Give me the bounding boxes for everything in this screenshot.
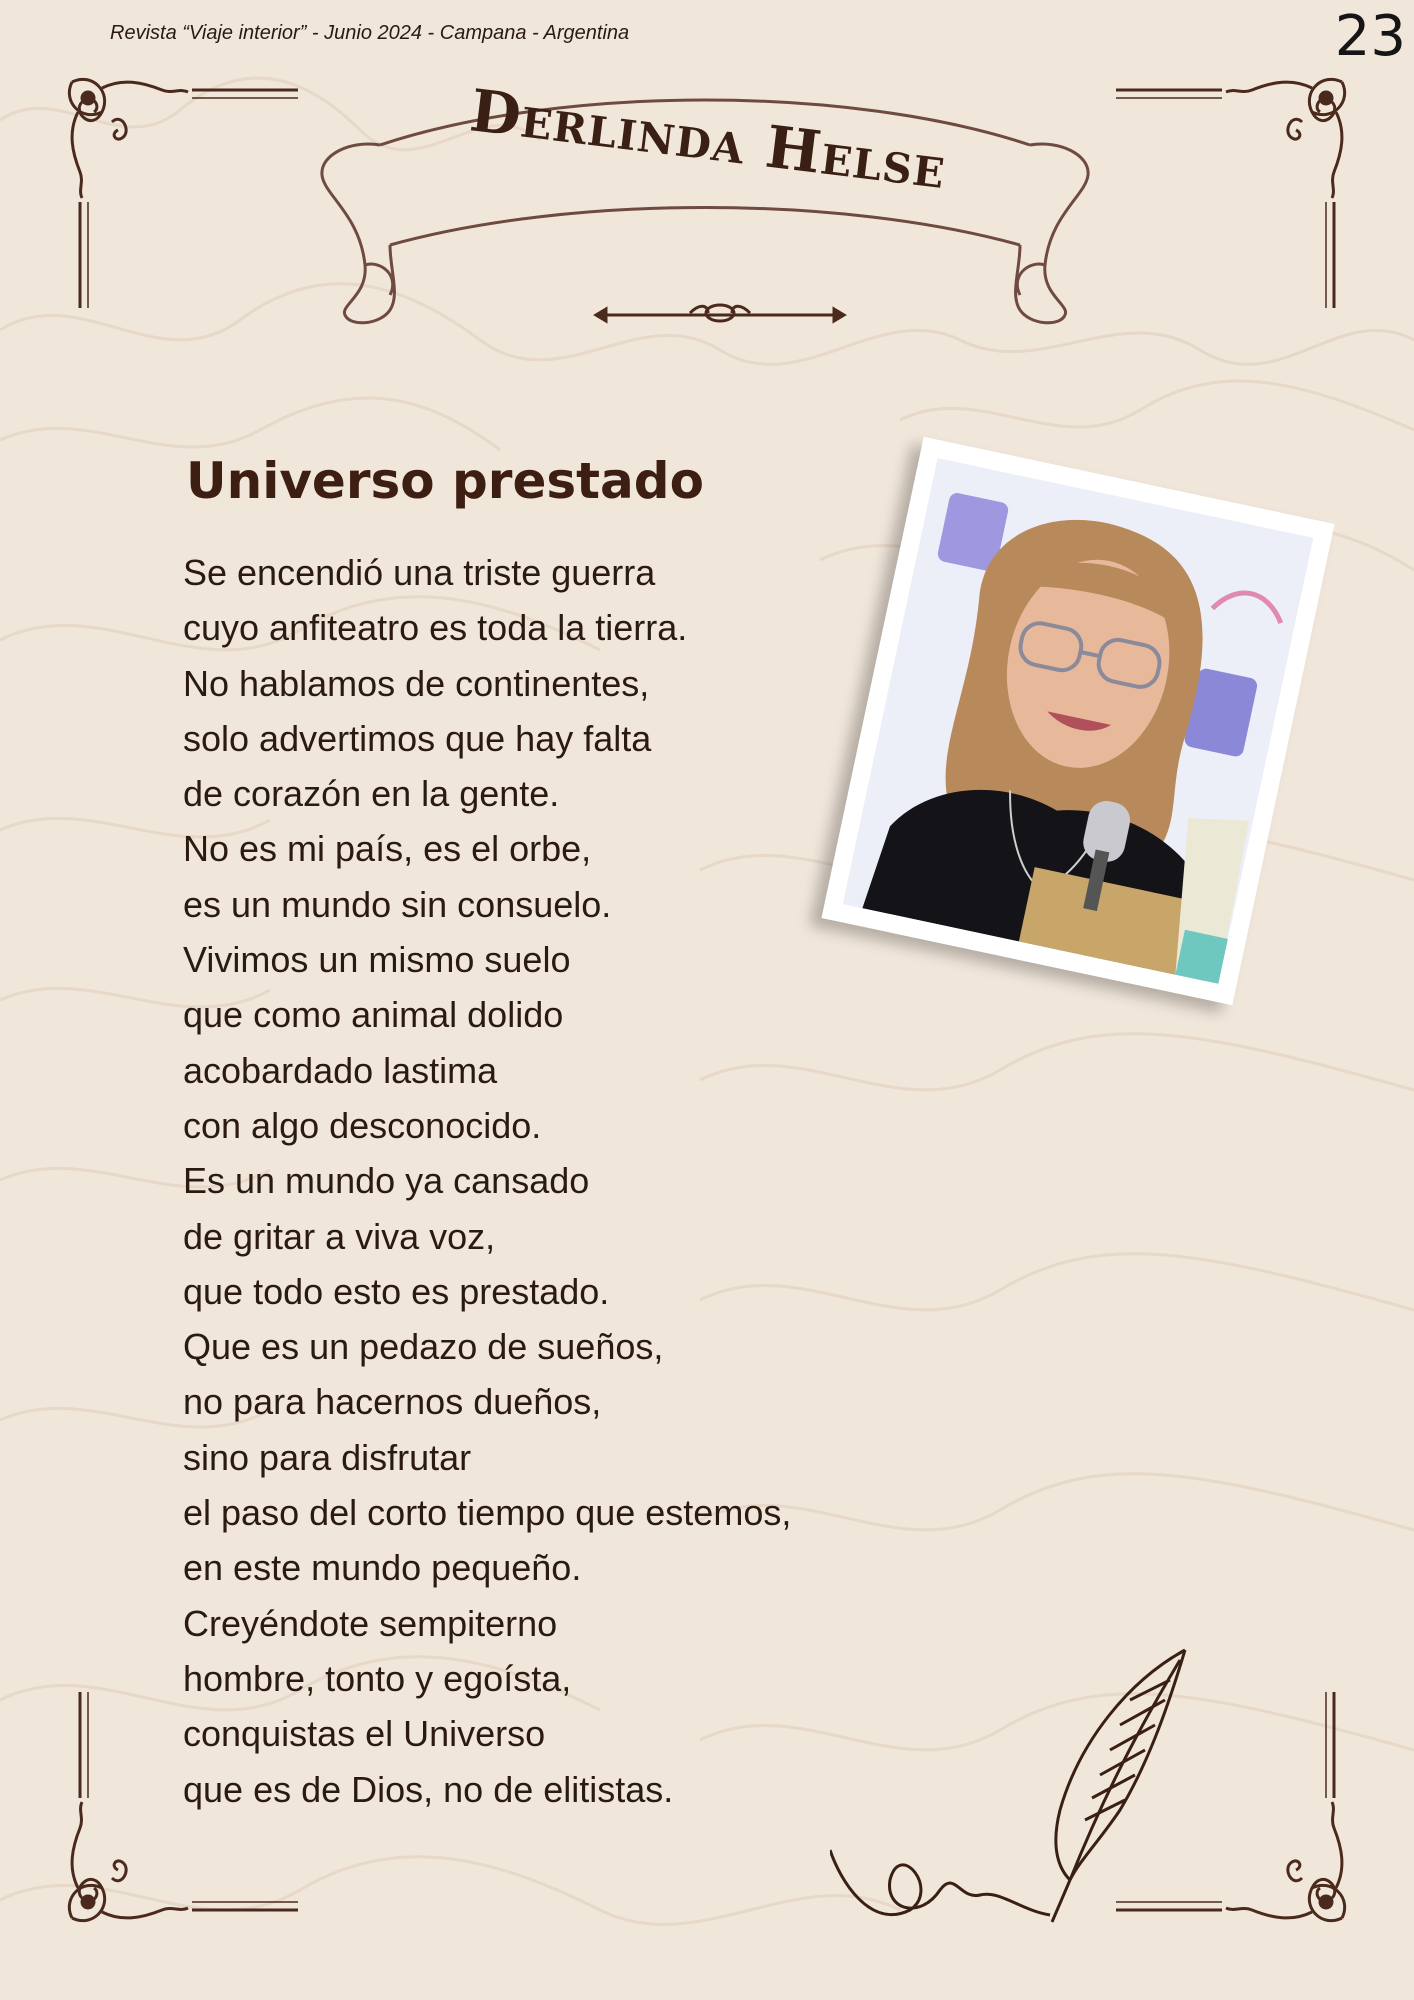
publication-header: Revista “Viaje interior” - Junio 2024 - Campana - Argentina	[110, 22, 630, 44]
photo-image	[843, 458, 1313, 984]
poem-line: Es un mundo ya cansado	[183, 1160, 590, 1202]
poem-line: conquistas el Universo	[183, 1713, 546, 1755]
divider-flourish-icon	[596, 305, 844, 321]
poem-line: Vivimos un mismo suelo	[183, 939, 571, 981]
poem-line: cuyo anfiteatro es toda la tierra.	[183, 607, 688, 649]
poem-line: que todo esto es prestado.	[183, 1270, 610, 1312]
poem-body	[183, 545, 791, 1817]
author-name: Derlinda Helse	[466, 76, 950, 203]
poem-line: de gritar a viva voz,	[183, 1215, 496, 1257]
poem-line: no para hacernos dueños,	[183, 1381, 602, 1423]
poem-line: Creyéndote sempiterno	[183, 1602, 558, 1644]
poem-title: Universo prestado	[186, 452, 704, 510]
poem-line: sino para disfrutar	[183, 1436, 472, 1478]
poem-line: acobardado lastima	[183, 1049, 498, 1091]
ornamental-corner-icon	[1112, 72, 1352, 312]
poem-line: Se encendió una triste guerra	[183, 552, 656, 593]
ornamental-corner-icon	[62, 72, 302, 312]
page-number: 23	[1334, 4, 1406, 69]
poem-line: Que es un pedazo de sueños,	[183, 1326, 664, 1368]
poem-line: No hablamos de continentes,	[183, 662, 650, 704]
poem-line: solo advertimos que hay falta	[183, 717, 652, 759]
poem-line: No es mi país, es el orbe,	[183, 828, 592, 870]
poem-line: con algo desconocido.	[183, 1104, 542, 1146]
poem-line: en este mundo pequeño.	[183, 1547, 582, 1589]
poem-line: hombre, tonto y egoísta,	[183, 1657, 572, 1699]
portrait-illustration	[843, 458, 1313, 984]
poem-line: es un mundo sin consuelo.	[183, 883, 612, 925]
poem-line: de corazón en la gente.	[183, 773, 560, 815]
poem-line: que es de Dios, no de elitistas.	[183, 1768, 674, 1810]
quill-pen-icon	[830, 1640, 1200, 1930]
poem-line: el paso del corto tiempo que estemos,	[183, 1492, 792, 1534]
poem-line: que como animal dolido	[183, 994, 564, 1036]
